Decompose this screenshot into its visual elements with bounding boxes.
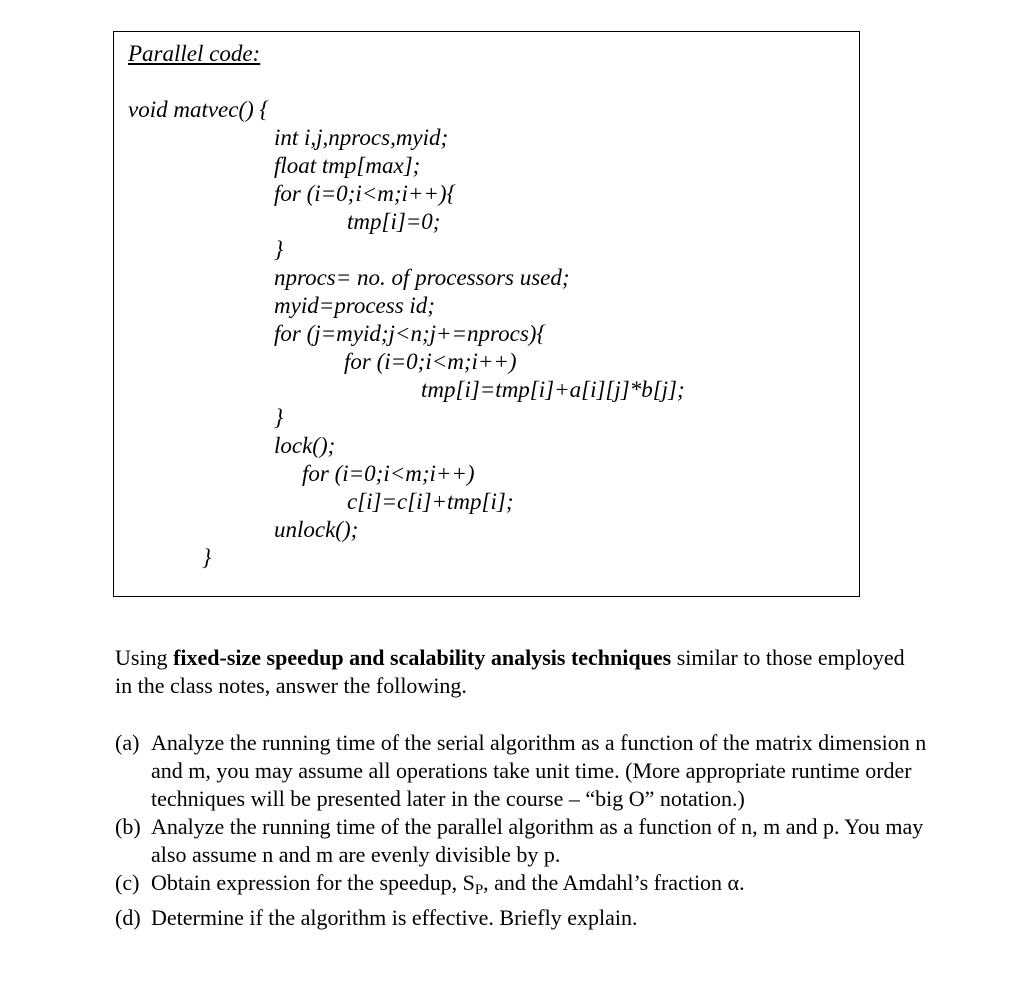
- code-line: tmp[i]=0;: [347, 209, 441, 234]
- question-a: [115, 729, 935, 813]
- question-label: (b): [115, 814, 141, 839]
- code-line: float tmp[max];: [274, 153, 421, 178]
- code-line: }: [202, 545, 212, 570]
- code-line: int i,j,nprocs,myid;: [274, 125, 449, 150]
- question-text: Obtain expression for the speedup, S: [151, 870, 475, 895]
- question-label: (a): [115, 730, 140, 755]
- question-label: (c): [115, 870, 140, 895]
- code-line: void matvec() {: [128, 97, 269, 122]
- code-line: c[i]=c[i]+tmp[i];: [347, 489, 514, 514]
- intro-bold: fixed-size speedup and scalability analysis techniques: [173, 645, 672, 670]
- code-title: Parallel code:: [128, 41, 261, 66]
- question-c: [115, 869, 935, 904]
- code-line: tmp[i]=tmp[i]+a[i][j]*b[j];: [421, 377, 685, 402]
- code-line: for (i=0;i<m;i++){: [274, 181, 456, 206]
- code-box: [113, 31, 860, 597]
- code-line: unlock();: [274, 517, 359, 542]
- question-text: Analyze the running time of the parallel algorithm as a function of n, m and p. You may also assume n and m are evenly divisible by p.: [151, 814, 924, 867]
- question-label: (d): [115, 905, 141, 930]
- code-line: for (i=0;i<m;i++): [302, 461, 475, 486]
- code-line: for (i=0;i<m;i++): [344, 349, 517, 374]
- code-line: nprocs= no. of processors used;: [274, 265, 570, 290]
- question-d: [115, 904, 935, 932]
- code-line: }: [274, 237, 284, 262]
- code-line: for (j=myid;j<n;j+=nprocs){: [274, 321, 546, 346]
- question-text-cont: , and the Amdahl’s fraction α.: [483, 870, 745, 895]
- intro-suffix: similar to those employed in the class notes, answer the following.: [115, 645, 905, 698]
- code-line: }: [274, 405, 284, 430]
- speedup-subscript: P: [474, 882, 484, 898]
- question-text: Analyze the running time of the serial algorithm as a function of the matrix dimension n and m, you may assume all operations take unit time. (More appropriate runtime order techniques will be presented later in the course – “big O” notation.): [151, 730, 927, 811]
- intro-prefix: Using: [115, 645, 174, 670]
- intro-paragraph: [115, 644, 915, 700]
- question-b: [115, 813, 935, 869]
- code-line: myid=process id;: [274, 293, 435, 318]
- question-text: Determine if the algorithm is effective. Briefly explain.: [151, 905, 638, 930]
- code-line: lock();: [274, 433, 336, 458]
- question-list: [115, 729, 935, 932]
